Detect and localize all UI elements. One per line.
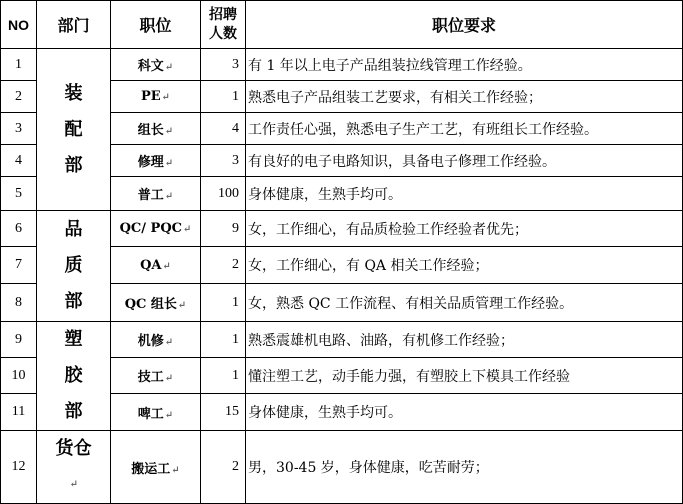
paragraph-mark-icon: ↵ xyxy=(161,92,171,103)
position-name: PE xyxy=(140,89,161,104)
paragraph-mark-icon: ↵ xyxy=(164,158,174,169)
paragraph-mark-icon: ↵ xyxy=(69,479,79,490)
headcount-cell: 3 xyxy=(201,145,246,177)
requirement-cell: 有良好的电子电路知识，具备电子修理工作经验。 xyxy=(246,145,683,177)
dept-char: 装 xyxy=(64,82,83,104)
paragraph-mark-icon: ↵ xyxy=(164,409,174,421)
headcount-cell: 3 xyxy=(201,49,246,81)
table-row xyxy=(1,49,683,81)
requirement-cell: 女，熟悉 QC 工作流程、有相关品质管理工作经验。 xyxy=(246,284,683,322)
requirement-cell: 工作责任心强，熟悉电子生产工艺，有班组长工作经验。 xyxy=(246,113,683,145)
position-cell xyxy=(111,81,201,113)
paragraph-mark-icon: ↵ xyxy=(164,337,174,348)
table-row xyxy=(1,211,683,247)
requirement-cell: 女，工作细心，有 QA 相关工作经验； xyxy=(246,247,683,284)
headcount-cell: 4 xyxy=(201,113,246,145)
requirement-cell: 懂注塑工艺，动手能力强，有塑胶上下模具工作经验 xyxy=(246,358,683,394)
row-no: 7 xyxy=(1,247,37,284)
header-headcount xyxy=(201,1,246,49)
dept-plastic xyxy=(37,322,111,431)
headcount-cell: 1 xyxy=(201,284,246,322)
paragraph-mark-icon: ↵ xyxy=(162,260,171,272)
headcount-cell: 9 xyxy=(201,211,246,247)
position-cell xyxy=(111,145,201,177)
header-headcount-line2: 人数 xyxy=(209,25,237,42)
header-department: 部门 xyxy=(37,1,111,49)
row-no: 12 xyxy=(1,431,37,504)
requirement-cell: 女，工作细心，有品质检验工作经验者优先； xyxy=(246,211,683,247)
position-name: 技工 xyxy=(137,370,164,385)
position-cell xyxy=(111,113,201,145)
position-name: 普工 xyxy=(137,188,164,203)
position-name: QA xyxy=(140,257,162,273)
row-no: 9 xyxy=(1,322,37,358)
table-row xyxy=(1,322,683,358)
requirement-cell: 身体健康，生熟手均可。 xyxy=(246,177,683,211)
position-name: 科文 xyxy=(137,59,164,74)
requirement-cell: 熟悉震雄机电路、油路，有机修工作经验； xyxy=(246,322,683,358)
dept-quality xyxy=(37,211,111,322)
row-no: 10 xyxy=(1,358,37,394)
dept-char: 部 xyxy=(64,154,83,176)
position-name: QC/ PQC xyxy=(119,221,182,236)
table-row xyxy=(1,431,683,504)
paragraph-mark-icon: ↵ xyxy=(164,62,174,73)
paragraph-mark-icon: ↵ xyxy=(171,464,180,476)
dept-warehouse xyxy=(37,431,111,504)
position-name: 啤工 xyxy=(137,406,164,422)
position-cell xyxy=(111,49,201,81)
position-name: 修理 xyxy=(137,155,164,170)
dept-assembly xyxy=(37,49,111,211)
row-no: 1 xyxy=(1,49,37,81)
position-cell xyxy=(111,358,201,394)
position-cell xyxy=(111,211,201,247)
row-no: 4 xyxy=(1,145,37,177)
position-name: QC 组长 xyxy=(124,297,177,312)
position-cell xyxy=(111,247,201,284)
dept-char: 塑 xyxy=(64,329,83,350)
position-cell xyxy=(111,431,201,504)
paragraph-mark-icon: ↵ xyxy=(164,191,174,202)
header-row xyxy=(1,1,683,49)
paragraph-mark-icon: ↵ xyxy=(164,126,174,137)
header-headcount-line1: 招聘 xyxy=(209,6,237,23)
dept-char: 配 xyxy=(64,118,83,140)
row-no: 8 xyxy=(1,284,37,322)
paragraph-mark-icon: ↵ xyxy=(164,373,174,384)
row-no: 3 xyxy=(1,113,37,145)
header-position: 职位 xyxy=(111,1,201,49)
headcount-cell: 15 xyxy=(201,394,246,431)
headcount-cell: 1 xyxy=(201,322,246,358)
header-requirements: 职位要求 xyxy=(246,1,683,49)
headcount-cell: 2 xyxy=(201,431,246,504)
position-cell xyxy=(111,322,201,358)
requirement-cell: 身体健康，生熟手均可。 xyxy=(246,394,683,431)
headcount-cell: 1 xyxy=(201,81,246,113)
requirement-cell: 有 1 年以上电子产品组装拉线管理工作经验。 xyxy=(246,49,683,81)
position-name: 组长 xyxy=(137,123,164,138)
position-cell xyxy=(111,177,201,211)
row-no: 5 xyxy=(1,177,37,211)
row-no: 6 xyxy=(1,211,37,247)
row-no: 2 xyxy=(1,81,37,113)
dept-char: 品 xyxy=(64,219,83,240)
header-no: NO xyxy=(1,1,37,49)
requirement-cell: 男，30-45 岁，身体健康，吃苦耐劳； xyxy=(246,431,683,504)
paragraph-mark-icon: ↵ xyxy=(177,300,187,311)
position-cell xyxy=(111,394,201,431)
dept-char: 部 xyxy=(64,401,83,422)
headcount-cell: 1 xyxy=(201,358,246,394)
headcount-cell: 100 xyxy=(201,177,246,211)
dept-char: 胶 xyxy=(64,365,83,386)
dept-char: 质 xyxy=(64,255,83,276)
position-name: 机修 xyxy=(137,334,164,349)
position-name: 搬运工 xyxy=(131,461,171,477)
headcount-cell: 2 xyxy=(201,247,246,284)
row-no: 11 xyxy=(1,394,37,431)
dept-char: 部 xyxy=(64,291,83,312)
position-cell xyxy=(111,284,201,322)
paragraph-mark-icon: ↵ xyxy=(183,224,192,235)
requirement-cell: 熟悉电子产品组装工艺要求，有相关工作经验； xyxy=(246,81,683,113)
dept-name: 货仓 xyxy=(55,438,92,459)
